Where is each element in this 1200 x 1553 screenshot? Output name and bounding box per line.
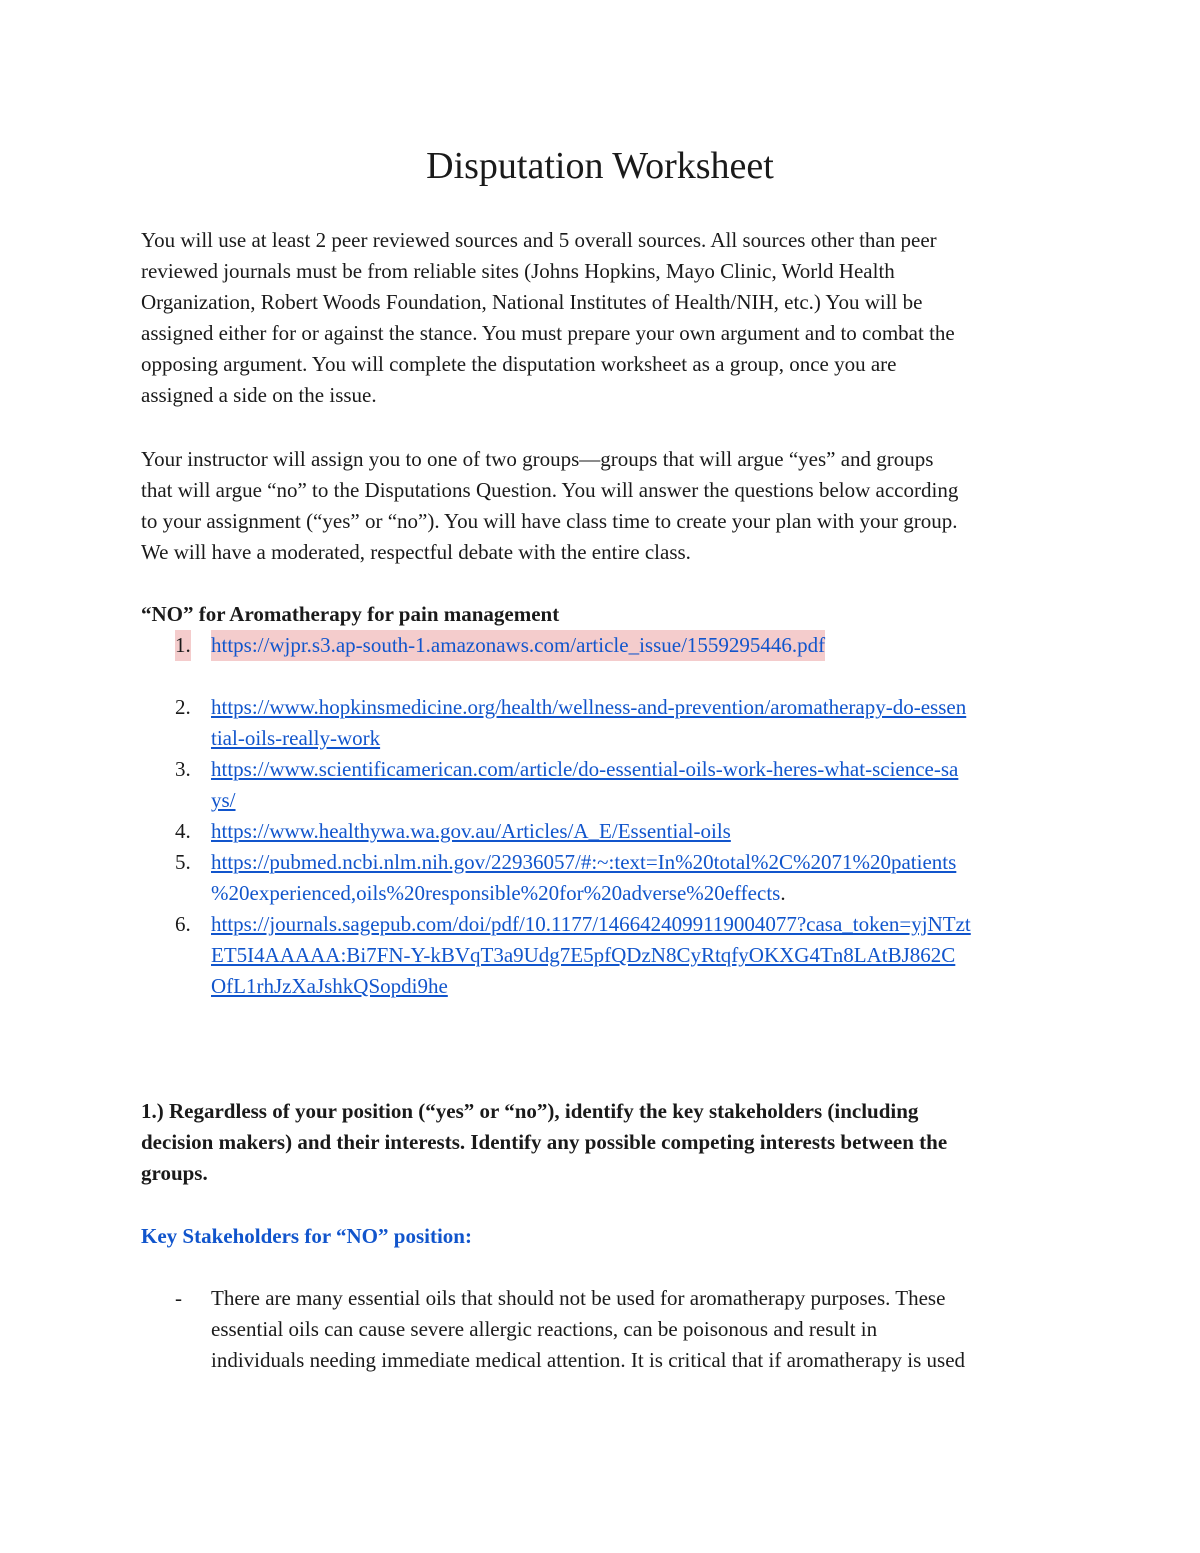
question-1 (141, 1096, 1071, 1189)
source-number: 3. (175, 757, 191, 781)
source-link-line[interactable]: https://pubmed.ncbi.nlm.nih.gov/22936057/#:~:text=In%20total%2C%2071%20patients (211, 850, 957, 874)
instructions-line: Your instructor will assign you to one of two groups—groups that will argue “yes” and groups (141, 447, 934, 471)
source-link-line[interactable]: https://journals.sagepub.com/doi/pdf/10.1177/1466424099119004077?casa_token=yjNTzt (211, 912, 971, 936)
intro-line: opposing argument. You will complete the disputation worksheet as a group, once you are (141, 352, 897, 376)
source-link[interactable] (211, 633, 825, 657)
source-item (141, 630, 1071, 661)
question-line: decision makers) and their interests. Identify any possible competing interests between the (141, 1130, 948, 1154)
source-number: 2. (175, 695, 191, 719)
bullet-line: individuals needing immediate medical attention. It is critical that if aromatherapy is used (211, 1348, 966, 1372)
source-item (141, 692, 1071, 754)
source-link-line[interactable]: %20experienced,oils%20responsible%20for%20adverse%20effects (211, 881, 781, 905)
bullet-line: There are many essential oils that should not be used for aromatherapy purposes. These (211, 1286, 946, 1310)
intro-paragraph (141, 225, 1071, 411)
source-link-line[interactable]: tial-oils-really-work (211, 726, 381, 750)
bullet-text (211, 1283, 965, 1376)
bullet-dash: - (175, 1286, 182, 1310)
source-link-line[interactable]: https://www.healthywa.wa.gov.au/Articles/A_E/Essential-oils (211, 819, 731, 843)
source-number: 5. (175, 850, 191, 874)
instructions-paragraph (141, 444, 1071, 568)
source-link-line[interactable]: ET5I4AAAAA:Bi7FN-Y-kBVqT3a9Udg7E5pfQDzN8CyRtqfyOKXG4Tn8LAtBJ862C (211, 943, 956, 967)
source-item (141, 816, 1071, 847)
instructions-line: to your assignment (“yes” or “no”). You will have class time to create your plan with your group. (141, 509, 958, 533)
source-link-line[interactable]: ys/ (211, 788, 236, 812)
instructions-line: We will have a moderated, respectful debate with the entire class. (141, 540, 691, 564)
source-link-line[interactable]: https://www.scientificamerican.com/article/do-essential-oils-work-heres-what-science-sa (211, 757, 959, 781)
question-line: 1.) Regardless of your position (“yes” or “no”), identify the key stakeholders (including (141, 1099, 919, 1123)
source-link[interactable] (211, 909, 1071, 1002)
intro-line: Organization, Robert Woods Foundation, National Institutes of Health/NIH, etc.) You will be (141, 290, 923, 314)
source-item (141, 847, 1071, 909)
document-title: Disputation Worksheet (426, 145, 774, 187)
bullet-line: essential oils can cause severe allergic reactions, can be poisonous and result in (211, 1317, 878, 1341)
intro-line: assigned a side on the issue. (141, 383, 377, 407)
source-number: 1. (175, 630, 191, 661)
intro-line: You will use at least 2 peer reviewed sources and 5 overall sources. All sources other than peer (141, 228, 937, 252)
source-link-line[interactable]: https://wjpr.s3.ap-south-1.amazonaws.com/article_issue/1559295446.pdf (211, 630, 825, 661)
source-link[interactable] (211, 847, 1071, 905)
intro-line: reviewed journals must be from reliable sites (Johns Hopkins, Mayo Clinic, World Health (141, 259, 895, 283)
position-heading: “NO” for Aromatherapy for pain management (141, 602, 560, 626)
instructions-line: that will argue “no” to the Disputations Question. You will answer the questions below according (141, 478, 959, 502)
question-line: groups. (141, 1161, 208, 1185)
source-link[interactable] (211, 754, 1071, 816)
source-link-line[interactable]: https://www.hopkinsmedicine.org/health/wellness-and-prevention/aromatherapy-do-essen (211, 695, 967, 719)
source-trailing-punctuation: . (780, 881, 786, 905)
source-number: 6. (175, 912, 191, 936)
source-link[interactable] (211, 692, 1071, 754)
stakeholders-heading: Key Stakeholders for “NO” position: (141, 1224, 472, 1248)
source-link[interactable] (211, 816, 1071, 847)
source-number: 4. (175, 819, 191, 843)
intro-line: assigned either for or against the stance. You must prepare your own argument and to combat the (141, 321, 955, 345)
source-item (141, 909, 1071, 1002)
source-link-line[interactable]: OfL1rhJzXaJshkQSopdi9he (211, 974, 448, 998)
sources-list (141, 630, 1071, 1002)
list-spacer (141, 661, 1071, 692)
source-item (141, 754, 1071, 816)
